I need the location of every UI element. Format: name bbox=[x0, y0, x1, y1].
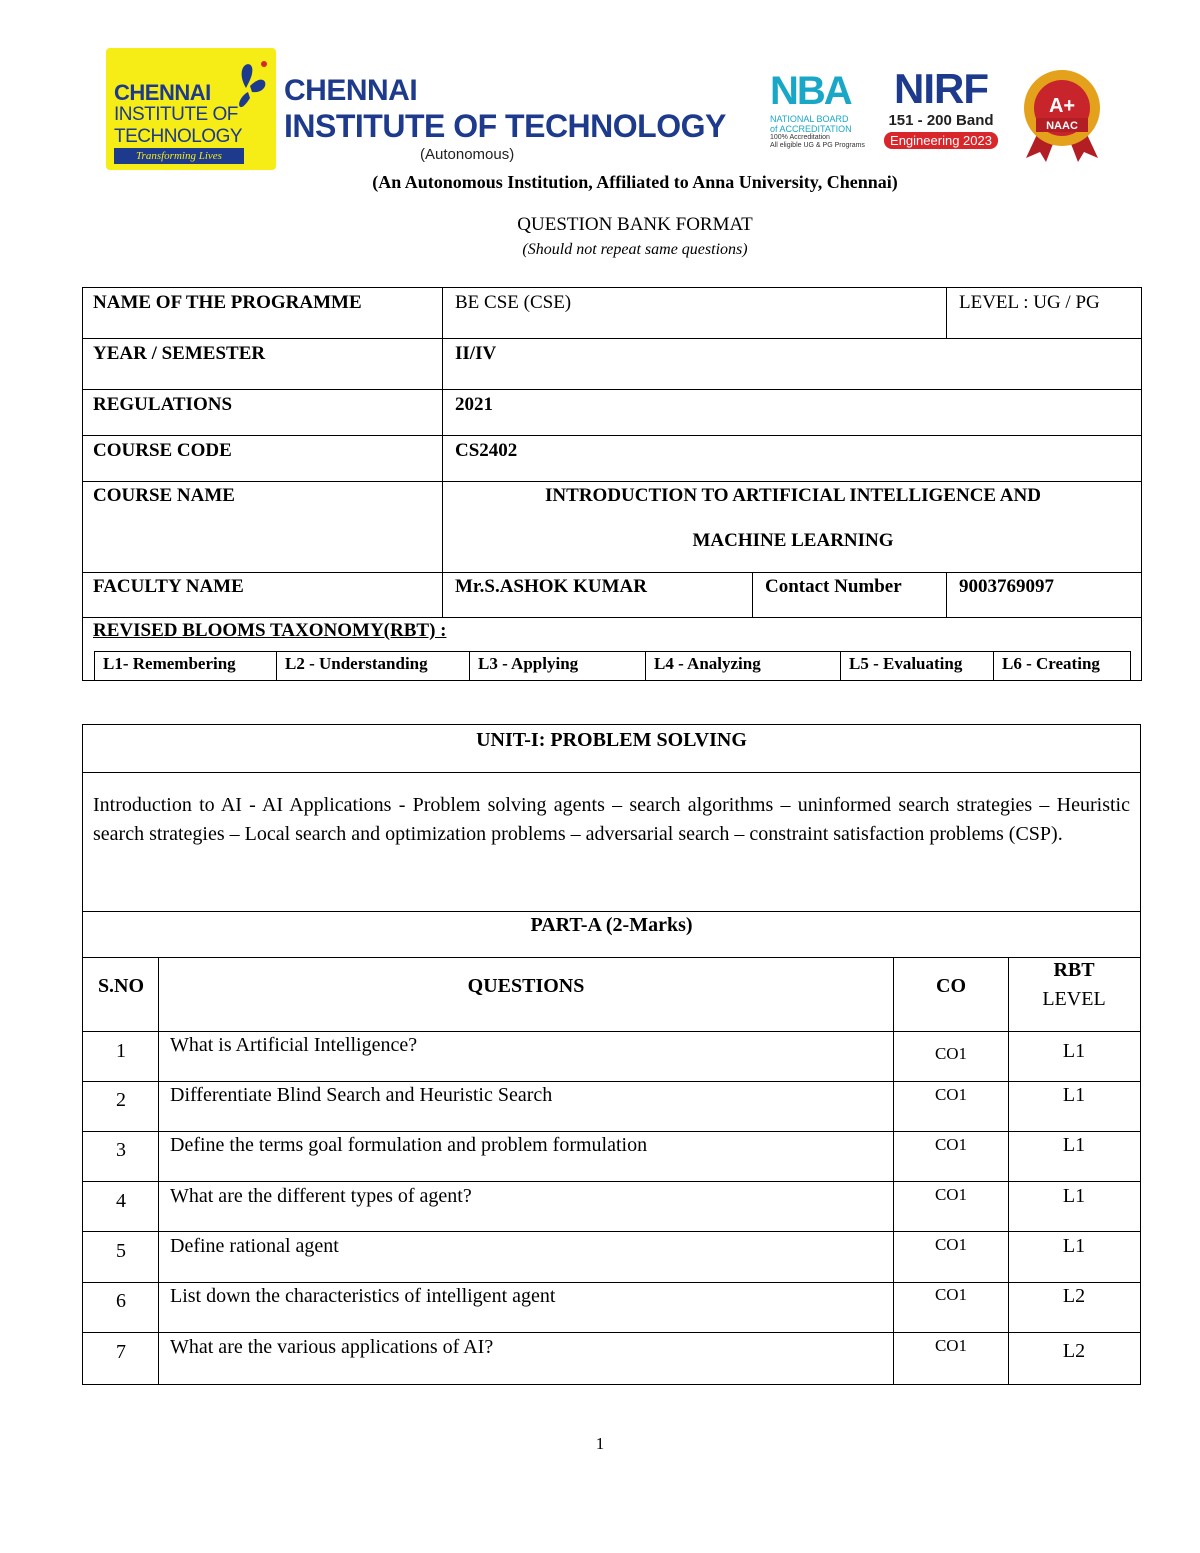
row-3-sno: 3 bbox=[116, 1139, 126, 1161]
format-title: QUESTION BANK FORMAT bbox=[517, 214, 753, 235]
col-divider bbox=[946, 572, 947, 617]
row-4-question: What are the different types of agent? bbox=[170, 1185, 472, 1207]
col-header-rbt-level: LEVEL bbox=[1042, 988, 1106, 1010]
row-1-sno: 1 bbox=[116, 1040, 126, 1062]
nba-mark: NBA bbox=[770, 69, 851, 113]
row-6-sno: 6 bbox=[116, 1290, 126, 1312]
row-divider bbox=[83, 772, 1140, 773]
institute-logo bbox=[106, 48, 276, 170]
col-header-questions: QUESTIONS bbox=[467, 975, 585, 997]
nirf-band: 151 - 200 Band bbox=[888, 112, 994, 129]
row-6-question: List down the characteristics of intelligent agent bbox=[170, 1285, 556, 1307]
row-divider bbox=[83, 1031, 1140, 1032]
level-value: LEVEL : UG / PG bbox=[959, 292, 1100, 313]
row-divider bbox=[83, 572, 1141, 573]
institute-name-line-2: INSTITUTE OF TECHNOLOGY bbox=[284, 108, 726, 144]
format-note: (Should not repeat same questions) bbox=[522, 241, 748, 258]
faculty-label: FACULTY NAME bbox=[93, 576, 244, 597]
row-7-sno: 7 bbox=[116, 1341, 126, 1363]
rbt-level-6: L6 - Creating bbox=[993, 651, 1131, 681]
row-7-question: What are the various applications of AI? bbox=[170, 1336, 494, 1358]
nba-text-4: All eligible UG & PG Programs bbox=[770, 142, 865, 149]
row-4-sno: 4 bbox=[116, 1190, 126, 1212]
row-4-co: CO1 bbox=[934, 1185, 968, 1204]
row-divider bbox=[83, 617, 1141, 618]
row-divider bbox=[83, 1081, 1140, 1082]
naac-grade: A+ bbox=[1048, 95, 1076, 117]
row-5-sno: 5 bbox=[116, 1240, 126, 1262]
faculty-value: Mr.S.ASHOK KUMAR bbox=[455, 576, 647, 597]
rbt-level-5: L5 - Evaluating bbox=[840, 651, 994, 681]
row-3-question: Define the terms goal formulation and problem formulation bbox=[170, 1134, 648, 1156]
unit-description: Introduction to AI - AI Applications - Problem solving agents – search algorithms – uninformed search strategies – Heuristic search strategies – Local search and optimization problems – adversarial search – constraint satisfaction problems (CSP). bbox=[93, 794, 1130, 845]
rbt-title: REVISED BLOOMS TAXONOMY(RBT) : bbox=[93, 620, 447, 641]
nba-text-1: NATIONAL BOARD bbox=[770, 114, 849, 124]
row-divider bbox=[83, 1181, 1140, 1182]
row-5-rbt: L1 bbox=[1062, 1235, 1086, 1257]
naac-badge-icon bbox=[1012, 66, 1112, 162]
programme-label: NAME OF THE PROGRAMME bbox=[93, 292, 362, 313]
row-divider bbox=[83, 389, 1141, 390]
row-divider bbox=[83, 1282, 1140, 1283]
row-divider bbox=[83, 338, 1141, 339]
col-divider bbox=[442, 288, 443, 617]
part-title: PART-A (2-Marks) bbox=[530, 914, 693, 936]
rbt-level-4: L4 - Analyzing bbox=[645, 651, 841, 681]
row-7-rbt: L2 bbox=[1062, 1340, 1086, 1362]
row-6-co: CO1 bbox=[934, 1285, 968, 1304]
nirf-category: Engineering 2023 bbox=[884, 132, 998, 149]
logo-line-2: INSTITUTE OF bbox=[114, 104, 238, 125]
unit-title: UNIT-I: PROBLEM SOLVING bbox=[476, 729, 747, 751]
col-header-rbt: RBT bbox=[1053, 959, 1095, 981]
col-divider bbox=[946, 288, 947, 338]
row-divider bbox=[83, 435, 1141, 436]
rbt-level-1: L1- Remembering bbox=[94, 651, 277, 681]
contact-value: 9003769097 bbox=[959, 576, 1054, 597]
row-3-co: CO1 bbox=[934, 1135, 968, 1154]
page-header bbox=[0, 0, 1200, 258]
autonomous-label: (Autonomous) bbox=[420, 146, 515, 163]
regulations-value: 2021 bbox=[455, 394, 493, 415]
course-code-label: COURSE CODE bbox=[93, 440, 232, 461]
year-label: YEAR / SEMESTER bbox=[93, 343, 266, 364]
nirf-logo bbox=[882, 66, 1000, 160]
col-divider bbox=[893, 957, 894, 1385]
unit-question-table bbox=[82, 724, 1141, 1385]
nba-text-2: of ACCREDITATION bbox=[770, 124, 852, 134]
course-code-value: CS2402 bbox=[455, 440, 518, 461]
col-divider bbox=[158, 957, 159, 1385]
logo-tagline: Transforming Lives bbox=[114, 148, 244, 164]
contact-label: Contact Number bbox=[765, 576, 902, 597]
rbt-level-3: L3 - Applying bbox=[469, 651, 646, 681]
year-value: II/IV bbox=[455, 343, 497, 364]
row-2-question: Differentiate Blind Search and Heuristic Search bbox=[170, 1084, 553, 1106]
row-6-rbt: L2 bbox=[1062, 1285, 1086, 1307]
course-name-label: COURSE NAME bbox=[93, 485, 235, 506]
affiliation-text: (An Autonomous Institution, Affiliated to Anna University, Chennai) bbox=[372, 172, 898, 192]
row-divider bbox=[83, 957, 1140, 958]
row-4-rbt: L1 bbox=[1062, 1185, 1086, 1207]
row-7-co: CO1 bbox=[934, 1336, 968, 1355]
naac-label: NAAC bbox=[1046, 120, 1078, 132]
row-1-co: CO1 bbox=[934, 1044, 968, 1063]
course-info-table bbox=[82, 287, 1142, 681]
nba-logo bbox=[770, 68, 865, 160]
programme-value: BE CSE (CSE) bbox=[455, 292, 572, 313]
nirf-mark: NIRF bbox=[894, 65, 988, 112]
page-number: 1 bbox=[595, 1434, 605, 1453]
row-3-rbt: L1 bbox=[1062, 1134, 1086, 1156]
row-divider bbox=[83, 1131, 1140, 1132]
row-2-rbt: L1 bbox=[1062, 1084, 1086, 1106]
col-divider bbox=[1008, 957, 1009, 1385]
regulations-label: REGULATIONS bbox=[93, 394, 233, 415]
col-header-sno: S.NO bbox=[97, 975, 145, 997]
row-divider bbox=[83, 1231, 1140, 1232]
course-name-line-2: MACHINE LEARNING bbox=[692, 530, 894, 551]
row-divider bbox=[83, 911, 1140, 912]
row-divider bbox=[83, 1332, 1140, 1333]
row-5-co: CO1 bbox=[934, 1235, 968, 1254]
col-divider bbox=[752, 572, 753, 617]
rbt-level-2: L2 - Understanding bbox=[276, 651, 470, 681]
logo-line-3: TECHNOLOGY bbox=[114, 126, 243, 147]
row-1-question: What is Artificial Intelligence? bbox=[170, 1034, 418, 1056]
row-2-co: CO1 bbox=[934, 1085, 968, 1104]
col-header-co: CO bbox=[936, 975, 966, 997]
row-5-question: Define rational agent bbox=[170, 1235, 339, 1257]
row-1-rbt: L1 bbox=[1062, 1040, 1086, 1062]
row-2-sno: 2 bbox=[116, 1089, 126, 1111]
logo-line-1: CHENNAI bbox=[114, 80, 211, 105]
row-divider bbox=[83, 481, 1141, 482]
institute-name-line-1: CHENNAI bbox=[284, 74, 418, 107]
course-name-line-1: INTRODUCTION TO ARTIFICIAL INTELLIGENCE AND bbox=[545, 485, 1041, 506]
nba-text-3: 100% Accreditation bbox=[770, 134, 830, 141]
